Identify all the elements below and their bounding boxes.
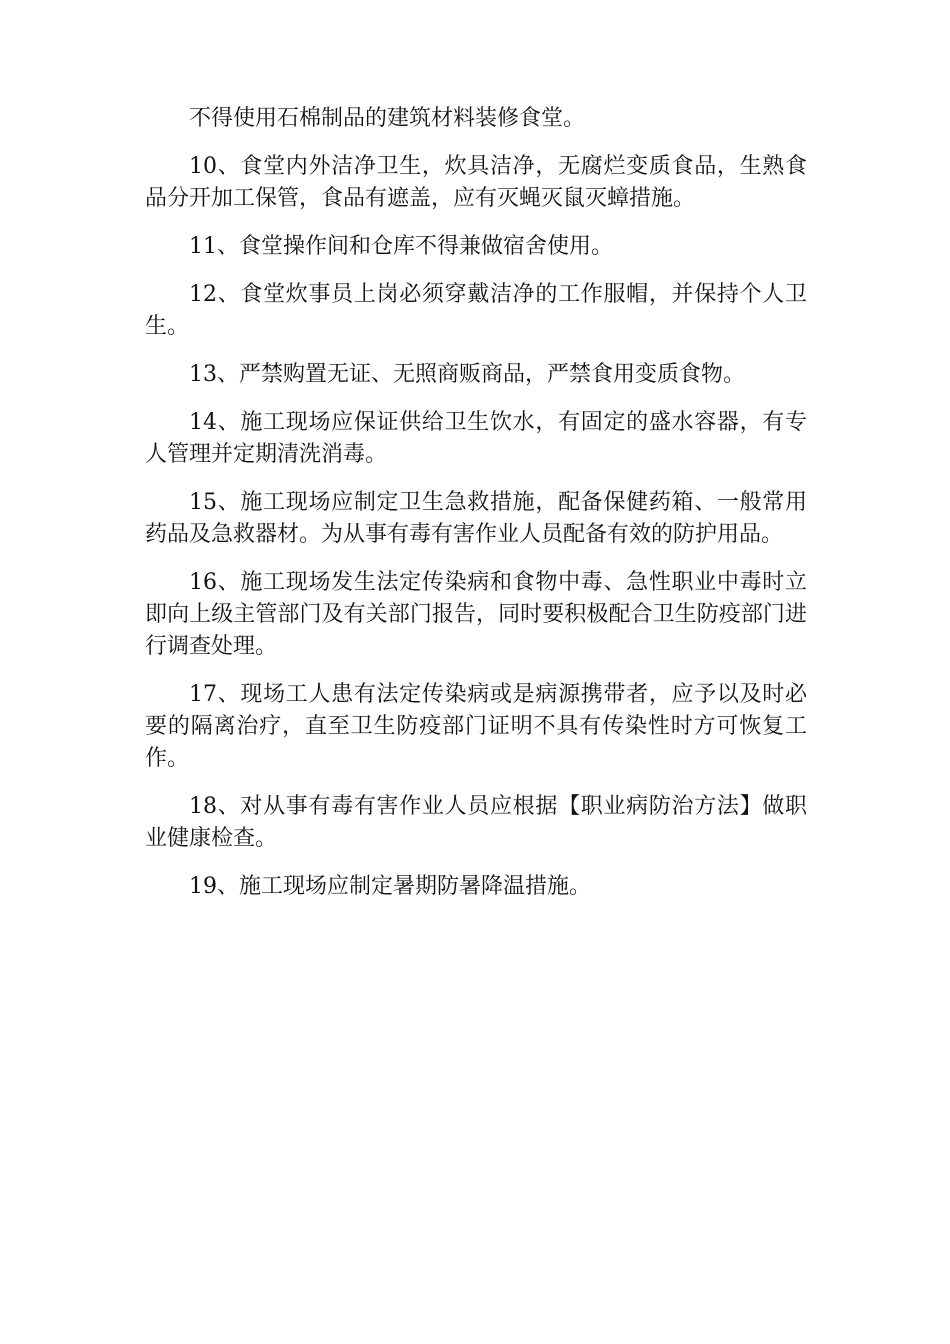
paragraph-item-10: 10、食堂内外洁净卫生，炊具洁净，无腐烂变质食品，生熟食品分开加工保管，食品有遮盖，应有灭蝇灭鼠灭蟑措施。 (145, 154, 807, 211)
paragraph-item-13: 13、严禁购置无证、无照商贩商品，严禁食用变质食物。 (189, 362, 745, 387)
paragraph-item-15: 15、施工现场应制定卫生急救措施，配备保健药箱、一般常用药品及急救器材。为从事有毒有害作业人员配备有效的防护用品。 (145, 490, 807, 547)
paragraph-asbestos-ban: 不得使用石棉制品的建筑材料装修食堂。 (189, 106, 586, 131)
paragraph-item-14: 14、施工现场应保证供给卫生饮水，有固定的盛水容器，有专人管理并定期清洗消毒。 (145, 410, 807, 467)
paragraph-item-16: 16、施工现场发生法定传染病和食物中毒、急性职业中毒时立即向上级主管部门及有关部门报告，同时要积极配合卫生防疫部门进行调查处理。 (145, 570, 807, 659)
paragraph-item-19: 19、施工现场应制定暑期防暑降温措施。 (189, 874, 591, 899)
paragraph-item-17: 17、现场工人患有法定传染病或是病源携带者，应予以及时必要的隔离治疗，直至卫生防疫部门证明不具有传染性时方可恢复工作。 (145, 682, 807, 771)
paragraph-item-18: 18、对从事有毒有害作业人员应根据【职业病防治方法】做职业健康检查。 (145, 794, 807, 851)
document-body (145, 103, 807, 919)
paragraph-item-12: 12、食堂炊事员上岗必须穿戴洁净的工作服帽，并保持个人卫生。 (145, 282, 807, 339)
paragraph-item-11: 11、食堂操作间和仓库不得兼做宿舍使用。 (189, 234, 613, 259)
